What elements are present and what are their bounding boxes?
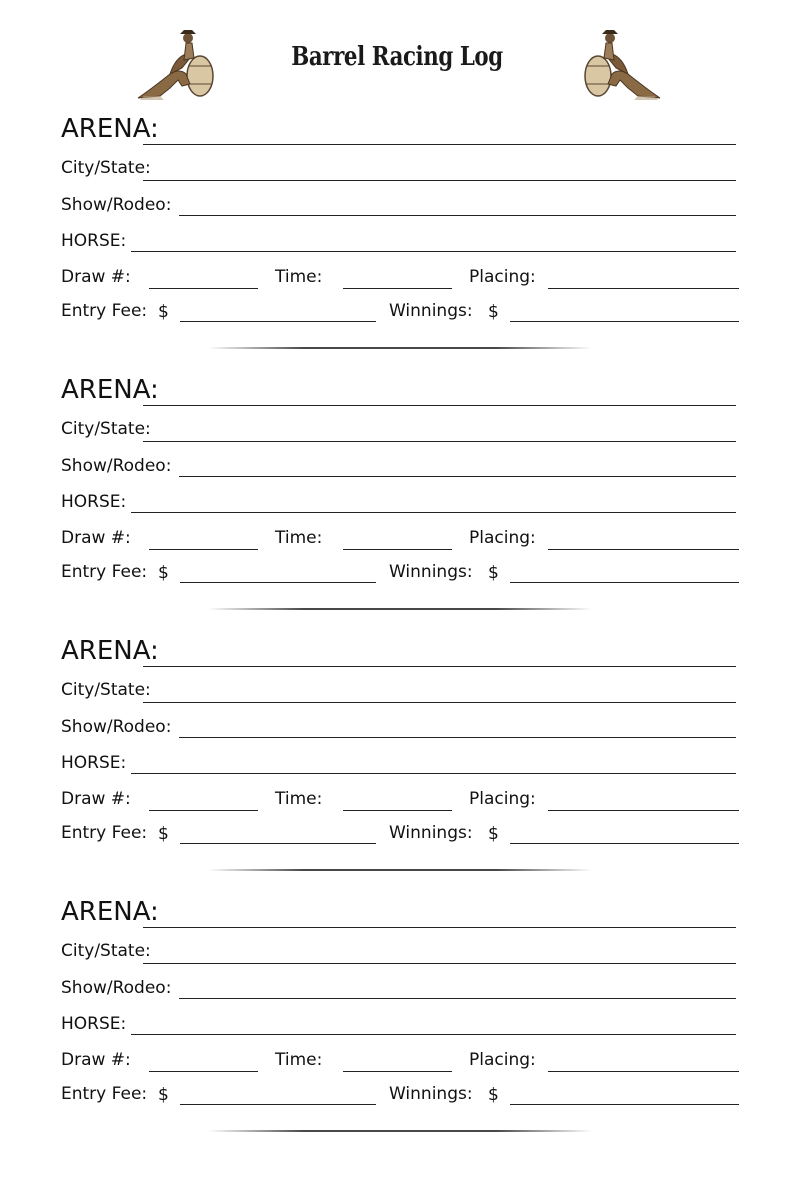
barrel-racer-icon [572,24,668,104]
arena-field[interactable] [143,927,736,928]
winnings-field[interactable] [510,1104,739,1105]
winnings-label: Winnings: [389,823,473,843]
placing-label: Placing: [469,267,536,287]
placing-field[interactable] [548,810,739,811]
show-rodeo-label: Show/Rodeo: [61,195,172,215]
city-state-label: City/State: [61,680,151,700]
log-entry [0,634,794,884]
horse-label: HORSE: [61,231,127,251]
placing-label: Placing: [469,1050,536,1070]
arena-label: ARENA: [61,897,159,927]
winnings-field[interactable] [510,843,739,844]
entry-fee-field[interactable] [180,582,376,583]
time-label: Time: [275,789,323,809]
draw-field[interactable] [149,549,258,550]
show-rodeo-field[interactable] [179,737,736,738]
draw-field[interactable] [149,810,258,811]
time-field[interactable] [343,549,452,550]
entry-fee-currency: $ [158,1085,169,1105]
arena-field[interactable] [143,405,736,406]
placing-field[interactable] [548,549,739,550]
winnings-currency: $ [488,302,499,322]
time-label: Time: [275,1050,323,1070]
city-state-field[interactable] [143,702,736,703]
log-entry [0,895,794,1145]
page-header [0,0,794,110]
horse-label: HORSE: [61,1014,127,1034]
placing-field[interactable] [548,288,739,289]
horse-field[interactable] [131,773,736,774]
show-rodeo-label: Show/Rodeo: [61,456,172,476]
time-field[interactable] [343,810,452,811]
section-divider [208,608,592,610]
arena-label: ARENA: [61,375,159,405]
city-state-field[interactable] [143,180,736,181]
time-label: Time: [275,267,323,287]
entry-fee-field[interactable] [180,1104,376,1105]
horse-label: HORSE: [61,753,127,773]
placing-label: Placing: [469,528,536,548]
arena-field[interactable] [143,666,736,667]
horse-field[interactable] [131,251,736,252]
arena-field[interactable] [143,144,736,145]
arena-label: ARENA: [61,114,159,144]
entry-fee-label: Entry Fee: [61,562,148,582]
log-entry [0,373,794,623]
section-divider [208,1130,592,1132]
placing-field[interactable] [548,1071,739,1072]
city-state-label: City/State: [61,941,151,961]
section-divider [208,869,592,871]
entry-fee-currency: $ [158,563,169,583]
winnings-label: Winnings: [389,1084,473,1104]
draw-label: Draw #: [61,267,131,287]
placing-label: Placing: [469,789,536,809]
city-state-label: City/State: [61,419,151,439]
arena-label: ARENA: [61,636,159,666]
city-state-label: City/State: [61,158,151,178]
entry-fee-label: Entry Fee: [61,301,148,321]
winnings-label: Winnings: [389,562,473,582]
draw-field[interactable] [149,288,258,289]
horse-label: HORSE: [61,492,127,512]
entry-fee-currency: $ [158,302,169,322]
draw-field[interactable] [149,1071,258,1072]
winnings-field[interactable] [510,321,739,322]
section-divider [208,347,592,349]
show-rodeo-field[interactable] [179,476,736,477]
horse-field[interactable] [131,512,736,513]
show-rodeo-field[interactable] [179,215,736,216]
draw-label: Draw #: [61,528,131,548]
draw-label: Draw #: [61,1050,131,1070]
city-state-field[interactable] [143,441,736,442]
show-rodeo-field[interactable] [179,998,736,999]
winnings-currency: $ [488,563,499,583]
show-rodeo-label: Show/Rodeo: [61,717,172,737]
entry-fee-label: Entry Fee: [61,823,148,843]
winnings-label: Winnings: [389,301,473,321]
entry-fee-currency: $ [158,824,169,844]
show-rodeo-label: Show/Rodeo: [61,978,172,998]
city-state-field[interactable] [143,963,736,964]
entry-fee-label: Entry Fee: [61,1084,148,1104]
winnings-field[interactable] [510,582,739,583]
entry-fee-field[interactable] [180,843,376,844]
winnings-currency: $ [488,1085,499,1105]
entry-fee-field[interactable] [180,321,376,322]
log-entry [0,112,794,362]
winnings-currency: $ [488,824,499,844]
time-label: Time: [275,528,323,548]
horse-field[interactable] [131,1034,736,1035]
time-field[interactable] [343,288,452,289]
draw-label: Draw #: [61,789,131,809]
page-title: Barrel Racing Log [291,42,503,72]
time-field[interactable] [343,1071,452,1072]
